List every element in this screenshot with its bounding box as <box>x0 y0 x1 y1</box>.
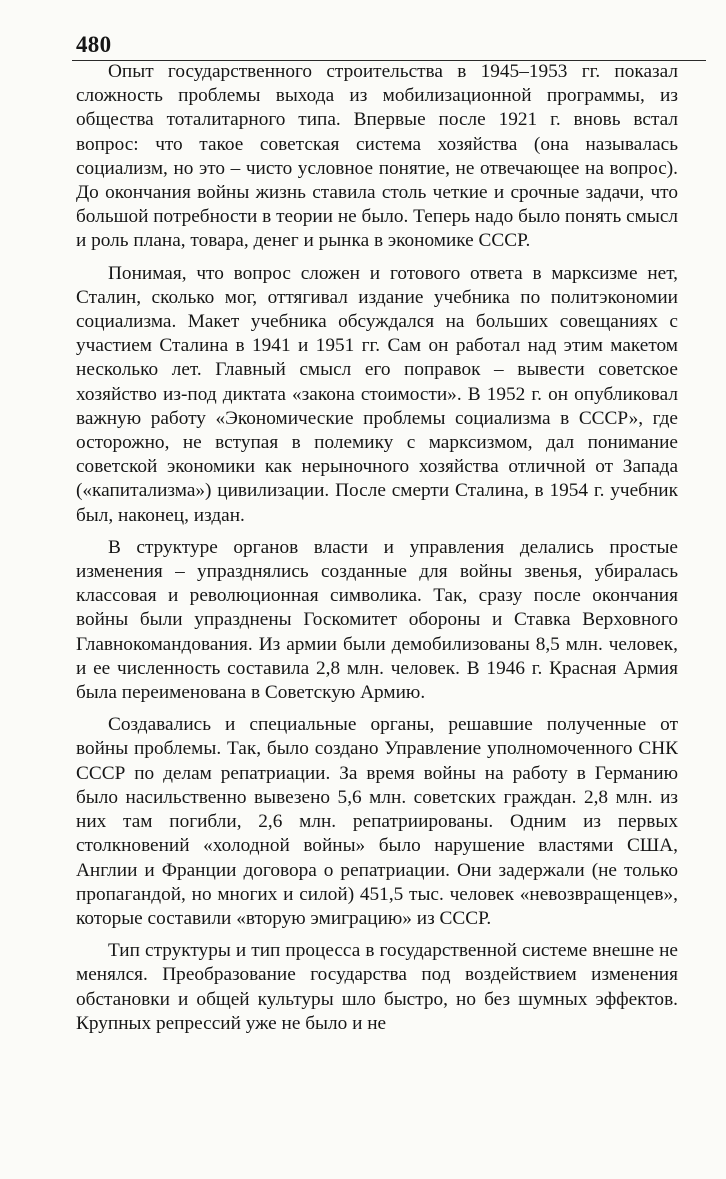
paragraph-2: Понимая, что вопрос сложен и готового ответа в марксизме нет, Сталин, сколько мог, оттягивал издание учебника по политэкономии социализма. Макет учебника обсуждался на больших совещаниях с участием Сталина в 1941 и 1951 гг. Сам он работал над этим макетом несколько лет. Главный смысл его поправок – вывести советское хозяйство из-под диктата «закона стоимости». В 1952 г. он опубликовал важную работу «Экономические проблемы социализма в СССР», где осторожно, не вступая в полемику с марксизмом, дал понимание советской экономики как нерыночного хозяйства отличной от Запада («капитализма») цивилизации. После смерти Сталина, в 1954 г. учебник был, наконец, издан. <box>76 262 678 526</box>
page-header <box>72 30 706 61</box>
paragraph-1: Опыт государственного строительства в 1945–1953 гг. показал сложность проблемы выхода из мобилизационной программы, из общества тоталитарного типа. Впервые после 1921 г. вновь встал вопрос: что такое советская система хозяйства (она называлась социализм, но это – чисто условное понятие, не отвечающее на вопрос). До окончания войны жизнь ставила столь четкие и срочные задачи, что большой потребности в теории не было. Теперь надо было понять смысл и роль плана, товара, денег и рынка в экономике СССР. <box>76 61 678 252</box>
paragraph-5: Тип структуры и тип процесса в государственной системе внешне не менялся. Преобразование государства под воздействием изменения обстановки и общей культуры шло быстро, но без шумных эффектов. Крупных репрессий уже не было и не <box>76 940 678 1034</box>
page-body <box>76 60 678 1036</box>
page-number: 480 <box>76 32 112 57</box>
paragraph-4: Создавались и специальные органы, решавшие полученные от войны проблемы. Так, было создано Управление уполномоченного СНК СССР по делам репатриации. За время войны на работу в Германию было насильственно вывезено 5,6 млн. советских граждан. 2,8 млн. из них там погибли, 2,6 млн. репатриированы. Одним из первых столкновений «холодной войны» было нарушение властями США, Англии и Франции договора о репатриации. Они задержали (не только пропагандой, но многих и силой) 451,5 тыс. человек «невозвращенцев», которые составили «вторую эмиграцию» из СССР. <box>76 714 678 929</box>
paragraph-3: В структуре органов власти и управления делались простые изменения – упразднялись созданные для войны звенья, убиралась классовая и революционная символика. Так, сразу после окончания войны были упразднены Госкомитет обороны и Ставка Верховного Главнокомандования. Из армии были демобилизованы 8,5 млн. человек, и ее численность составила 2,8 млн. человек. В 1946 г. Красная Армия была переименована в Советскую Армию. <box>76 536 678 704</box>
